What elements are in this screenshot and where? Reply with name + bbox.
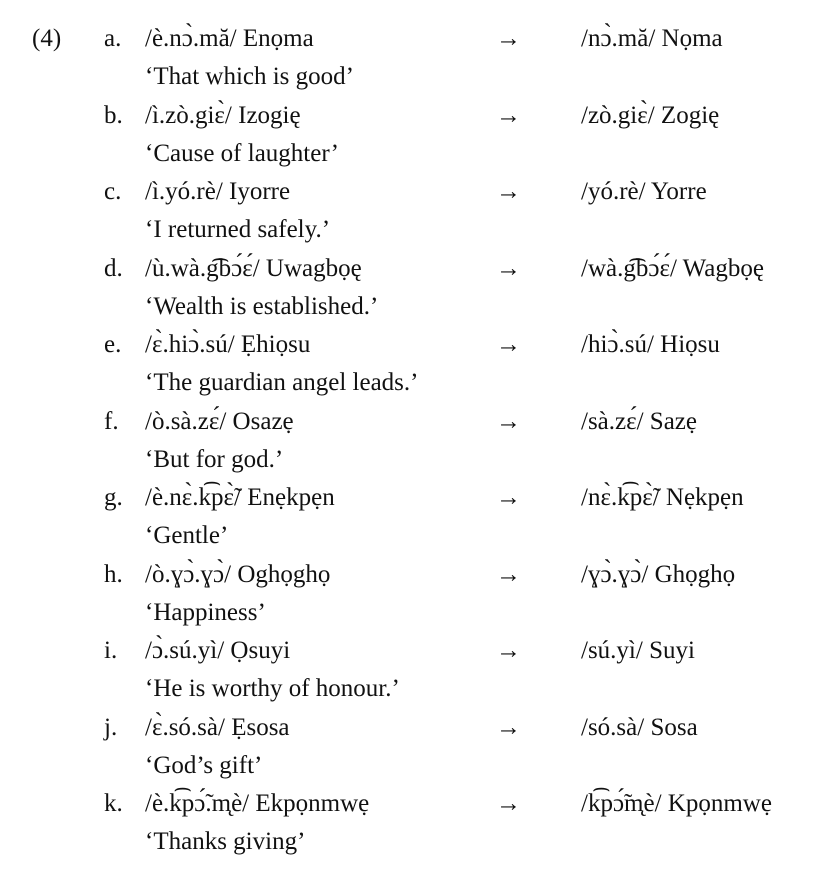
target-form: /zò.giɛ̀/ Zogię [581,101,720,129]
source-form: /ì.zò.giɛ̀/ Izogię [145,101,301,129]
example-entry [0,709,827,786]
example-entry [0,250,827,327]
entry-letter: b. [104,101,123,129]
gloss-text: ‘That which is good’ [145,63,354,90]
entry-letter: j. [104,713,118,741]
source-form: /ɔ̀.sú.yì/ Ọsuyi [145,637,291,664]
example-entry [0,20,827,97]
gloss-text: ‘Happiness’ [145,598,266,626]
source-form: /ò.ɣɔ̀.ɣɔ̀/ Oghọghọ [145,560,331,588]
arrow-symbol: → [496,254,521,282]
gloss-text: ‘Gentle’ [145,522,229,549]
example-entry [0,632,827,709]
entry-letter: h. [104,560,123,588]
entry-letter: c. [104,178,122,205]
example-entry [0,403,827,480]
gloss-text: ‘I returned safely.’ [145,216,331,243]
entry-letter: g. [104,484,123,511]
gloss-text: ‘Cause of laughter’ [145,139,339,167]
gloss-text: ‘The guardian angel leads.’ [145,369,419,396]
target-form: /sà.zɛ́/ Sazẹ [581,407,698,435]
gloss-text: ‘Thanks giving’ [145,828,306,855]
target-form: /k͡pɔ̃́m̨è/ Kpọnmwẹ [581,790,772,817]
example-entry [0,326,827,403]
target-form: /sú.yì/ Suyi [581,637,695,664]
arrow-symbol: → [496,560,521,588]
example-entry [0,97,827,174]
entry-letter: f. [104,407,119,435]
arrow-symbol: → [496,25,521,52]
arrow-symbol: → [496,713,521,741]
gloss-text: ‘Wealth is established.’ [145,292,379,320]
example-number: (4) [32,25,62,52]
source-form: /è.k͡pɔ̃́.m̨è/ Ekpọnmwẹ [145,790,370,817]
example-entry [0,479,827,556]
gloss-text: ‘But for god.’ [145,445,284,473]
arrow-symbol: → [496,331,521,358]
gloss-text: ‘He is worthy of honour.’ [145,675,400,702]
entry-letter: i. [104,637,118,664]
arrow-symbol: → [496,407,521,435]
target-form: /só.sà/ Sosa [581,713,698,741]
target-form: /wà.g͡bɔ́ɛ́/ Wagbọę [581,254,764,282]
arrow-symbol: → [496,101,521,129]
target-form: /ɣɔ̀.ɣɔ̀/ Ghọghọ [581,560,736,588]
entry-letter: k. [104,790,123,817]
source-form: /ì.yó.rè/ Iyorre [145,178,291,205]
entry-letter: e. [104,331,122,358]
source-form: /ù.wà.g͡bɔ́ɛ́/ Uwagbọę [145,254,362,282]
arrow-symbol: → [496,790,521,817]
entry-letter: d. [104,254,123,282]
arrow-symbol: → [496,178,521,205]
target-form: /yó.rè/ Yorre [581,178,707,205]
example-entry [0,173,827,250]
source-form: /ò.sà.zɛ́/ Osazẹ [145,407,294,435]
source-form: /ɛ̀.só.sà/ Ẹsosa [145,713,290,741]
example-entry [0,556,827,633]
example-list [0,20,827,862]
source-form: /ɛ̀.hiɔ̀.sú/ Ẹhiọsu [145,331,311,358]
target-form: /nɛ̀.k͡pɛ̃̀/ Nẹkpẹn [581,484,744,511]
entry-letter: a. [104,25,122,52]
example-entry [0,785,827,862]
source-form: /è.nɛ̀.k͡pɛ̃̀/ Enẹkpẹn [145,484,335,511]
source-form: /è.nɔ̀.mă/ Enọma [145,25,314,52]
arrow-symbol: → [496,484,521,511]
target-form: /nɔ̀.mă/ Nọma [581,25,723,52]
gloss-text: ‘God’s gift’ [145,751,263,779]
target-form: /hiɔ̀.sú/ Hiọsu [581,331,720,358]
arrow-symbol: → [496,637,521,664]
